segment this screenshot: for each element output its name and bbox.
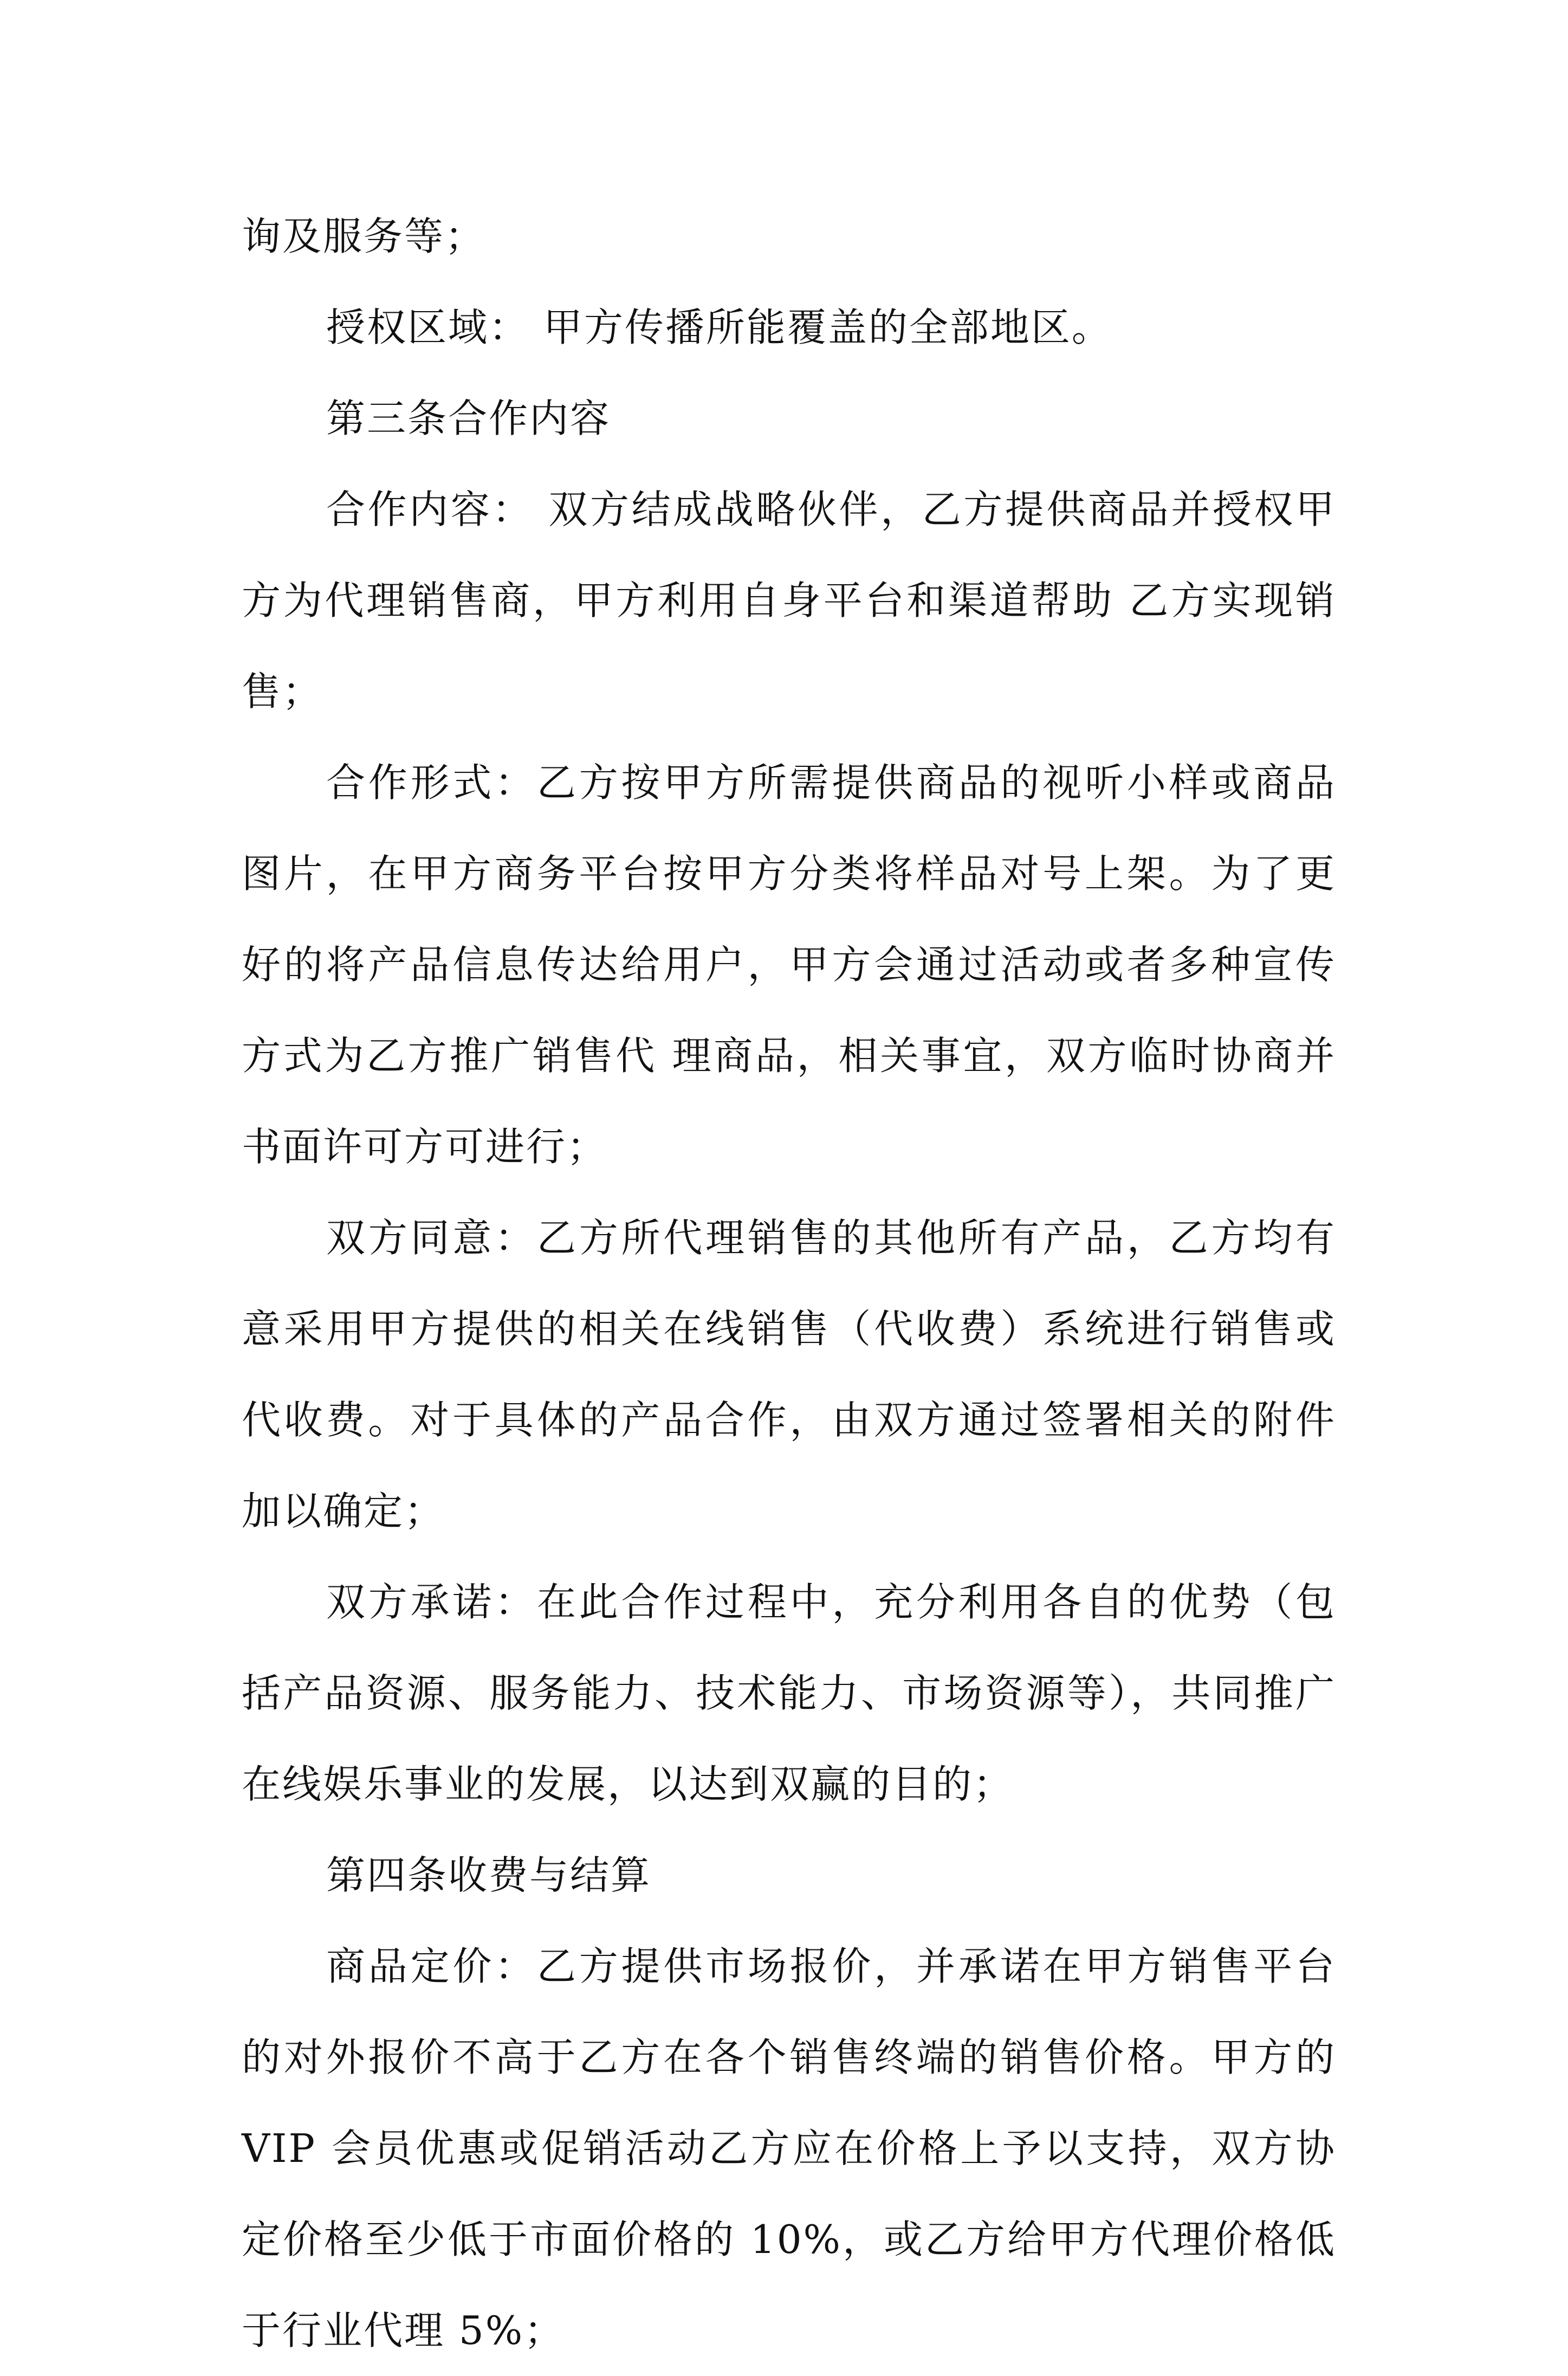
paragraph-authorized-region: 授权区域： 甲方传播所能覆盖的全部地区。 [326, 305, 1112, 350]
paragraph-service-continuation: 询及服务等； [242, 214, 486, 259]
paragraph-cooperation-content: 合作内容： 双方结成战略伙伴，乙方提供商品并授权甲方为代理销售商，甲方利用自身平台和渠道帮助 乙方实现销售； [242, 487, 1336, 714]
paragraph-mutual-agreement: 双方同意：乙方所代理销售的其他所有产品，乙方均有意采用甲方提供的相关在线销售（代收费）系统进行销售或代收费。对于具体的产品合作，由双方通过签署相关的附件加以确定； [242, 1215, 1336, 1534]
document-body [242, 191, 1336, 2376]
heading-article-three: 第三条合作内容 [326, 396, 611, 441]
paragraph-mutual-commitment: 双方承诺：在此合作过程中，充分利用各自的优势（包括产品资源、服务能力、技术能力、市场资源等），共同推广在线娱乐事业的发展，以达到双赢的目的； [242, 1579, 1336, 1807]
heading-article-four: 第四条收费与结算 [326, 1852, 652, 1898]
paragraph-product-pricing: 商品定价：乙方提供市场报价，并承诺在甲方销售平台的对外报价不高于乙方在各个销售终端的销售价格。甲方的VIP 会员优惠或促销活动乙方应在价格上予以支持，双方协定价格至少低于市面价格的 10%，或乙方给甲方代理价格低于行业代理 5%； [242, 1944, 1336, 2353]
paragraph-cooperation-form: 合作形式：乙方按甲方所需提供商品的视听小样或商品图片，在甲方商务平台按甲方分类将样品对号上架。为了更好的将产品信息传达给用户，甲方会通过活动或者多种宣传方式为乙方推广销售代 理商品，相关事宜，双方临时协商并书面许可方可进行； [242, 760, 1336, 1170]
